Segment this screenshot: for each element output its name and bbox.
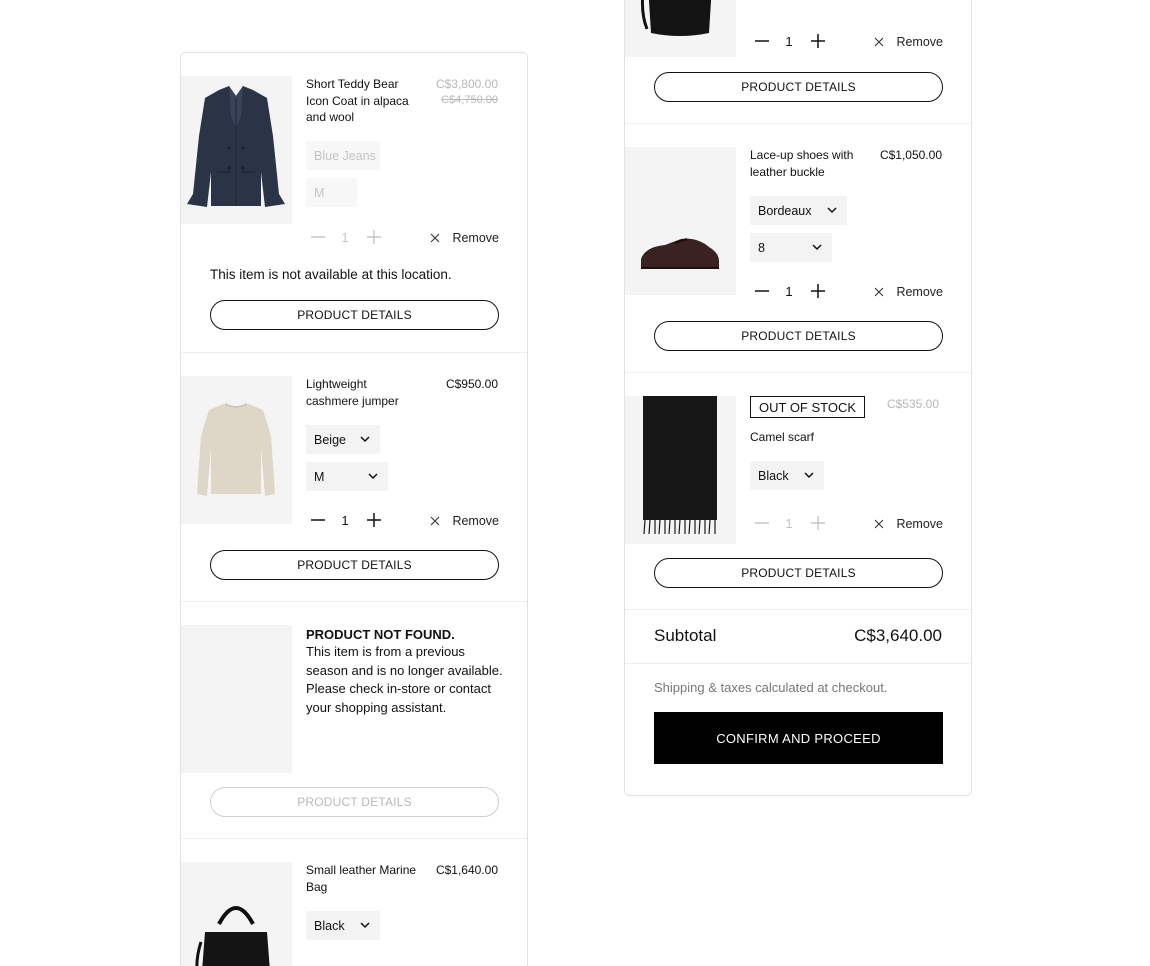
product-image-placeholder xyxy=(181,625,292,773)
product-image-bag[interactable] xyxy=(625,0,736,57)
product-details-button[interactable]: PRODUCT DETAILS xyxy=(654,72,943,102)
not-found-message: This item is from a previous season and is no longer available. Please check in-store or contact your shopping assistant. xyxy=(306,644,503,715)
product-details-button[interactable]: PRODUCT DETAILS xyxy=(654,321,943,351)
plus-icon[interactable] xyxy=(810,33,826,49)
cart-column-left xyxy=(180,52,528,966)
product-details-button[interactable]: PRODUCT DETAILS xyxy=(654,558,943,588)
quantity-value: 1 xyxy=(785,284,793,299)
minus-icon[interactable] xyxy=(310,512,326,528)
subtotal-label: Subtotal xyxy=(654,626,717,645)
color-select-value: Bordeaux xyxy=(758,203,812,218)
color-select[interactable] xyxy=(750,196,847,225)
remove-label: Remove xyxy=(896,517,943,531)
size-select-value: M xyxy=(314,185,325,200)
product-image-scarf[interactable] xyxy=(625,396,736,544)
quantity-value: 1 xyxy=(785,34,793,49)
remove-label: Remove xyxy=(452,514,499,528)
cart-item-not-found xyxy=(181,601,527,838)
product-image-jumper[interactable] xyxy=(181,376,292,524)
order-summary xyxy=(625,609,971,796)
summary-divider xyxy=(625,663,971,664)
product-details-button[interactable]: PRODUCT DETAILS xyxy=(210,300,499,330)
chevron-down-icon xyxy=(827,205,837,215)
close-icon xyxy=(430,516,440,526)
minus-icon xyxy=(754,515,770,531)
cart-item-coat xyxy=(181,53,527,352)
product-name[interactable]: Short Teddy Bear Icon Coat in alpaca and wool xyxy=(306,77,409,124)
product-image-shoes[interactable] xyxy=(625,147,736,295)
chevron-down-icon xyxy=(360,434,370,444)
product-price: C$3,800.00 xyxy=(435,77,498,91)
close-icon xyxy=(874,37,884,47)
product-price: C$1,050.00 xyxy=(879,148,942,162)
color-select[interactable] xyxy=(306,911,380,940)
size-select-value: 8 xyxy=(758,240,765,255)
remove-button[interactable] xyxy=(874,282,943,302)
product-details-button: PRODUCT DETAILS xyxy=(210,787,499,817)
color-select xyxy=(306,141,380,170)
minus-icon[interactable] xyxy=(754,33,770,49)
coat-image xyxy=(181,76,292,224)
out-of-stock-badge: OUT OF STOCK xyxy=(750,396,865,418)
size-select[interactable] xyxy=(750,233,832,262)
color-select[interactable] xyxy=(306,425,380,454)
shoes-image xyxy=(625,147,736,295)
remove-button[interactable] xyxy=(874,514,943,534)
product-price: C$950.00 xyxy=(445,377,498,391)
bag-image xyxy=(625,0,736,57)
remove-label: Remove xyxy=(452,231,499,245)
scarf-image xyxy=(625,396,736,544)
size-select-value: M xyxy=(314,469,325,484)
product-price: C$1,640.00 xyxy=(435,863,498,877)
quantity-stepper xyxy=(750,282,943,302)
quantity-stepper xyxy=(306,511,499,531)
minus-icon xyxy=(310,229,326,245)
plus-icon[interactable] xyxy=(810,283,826,299)
remove-label: Remove xyxy=(896,285,943,299)
quantity-value: 1 xyxy=(341,513,349,528)
bag-image xyxy=(181,862,292,966)
remove-button[interactable] xyxy=(430,511,499,531)
quantity-stepper xyxy=(306,228,499,248)
plus-icon[interactable] xyxy=(366,512,382,528)
cart-item-bag-continued xyxy=(625,0,971,123)
color-select[interactable] xyxy=(750,461,824,490)
subtotal-value: C$3,640.00 xyxy=(854,626,942,645)
confirm-and-proceed-button[interactable]: CONFIRM AND PROCEED xyxy=(654,712,943,764)
plus-icon xyxy=(810,515,826,531)
availability-notice: This item is not available at this location. xyxy=(210,267,452,282)
product-image-coat[interactable] xyxy=(181,76,292,224)
product-image-bag[interactable] xyxy=(181,862,292,966)
close-icon xyxy=(874,519,884,529)
close-icon xyxy=(430,233,440,243)
chevron-down-icon xyxy=(360,920,370,930)
quantity-stepper xyxy=(750,514,943,534)
remove-label: Remove xyxy=(896,35,943,49)
cart-column-right xyxy=(624,0,972,796)
quantity-value: 1 xyxy=(341,230,349,245)
product-name[interactable]: Camel scarf xyxy=(750,430,815,444)
product-price: C$535.00 xyxy=(886,397,939,411)
color-select-value: Blue Jeans xyxy=(314,148,376,163)
product-name[interactable]: Lace-up shoes with leather buckle xyxy=(750,148,854,179)
chevron-down-icon xyxy=(804,470,814,480)
size-select[interactable] xyxy=(306,462,388,491)
cart-item-shoes xyxy=(625,123,971,372)
quantity-stepper xyxy=(750,32,943,52)
close-icon xyxy=(874,287,884,297)
product-original-price: C$4,750.00 xyxy=(441,94,498,106)
product-details-button[interactable]: PRODUCT DETAILS xyxy=(210,550,499,580)
product-name[interactable]: Lightweight cashmere jumper xyxy=(306,377,399,408)
color-select-value: Beige xyxy=(314,432,346,447)
product-name[interactable]: Small leather Marine Bag xyxy=(306,863,417,894)
cart-item-scarf xyxy=(625,372,971,609)
color-select-value: Black xyxy=(758,468,789,483)
shipping-note: Shipping & taxes calculated at checkout. xyxy=(654,680,888,695)
jumper-image xyxy=(181,376,292,524)
quantity-value: 1 xyxy=(785,516,793,531)
cart-item-jumper xyxy=(181,352,527,601)
cart-item-bag xyxy=(181,838,527,966)
remove-button[interactable] xyxy=(874,32,943,52)
color-select-value: Black xyxy=(314,918,345,933)
remove-button[interactable] xyxy=(430,228,499,248)
chevron-down-icon xyxy=(368,471,378,481)
minus-icon[interactable] xyxy=(754,283,770,299)
not-found-title: PRODUCT NOT FOUND. xyxy=(306,627,455,642)
chevron-down-icon xyxy=(812,242,822,252)
size-select xyxy=(306,178,357,207)
plus-icon xyxy=(366,229,382,245)
